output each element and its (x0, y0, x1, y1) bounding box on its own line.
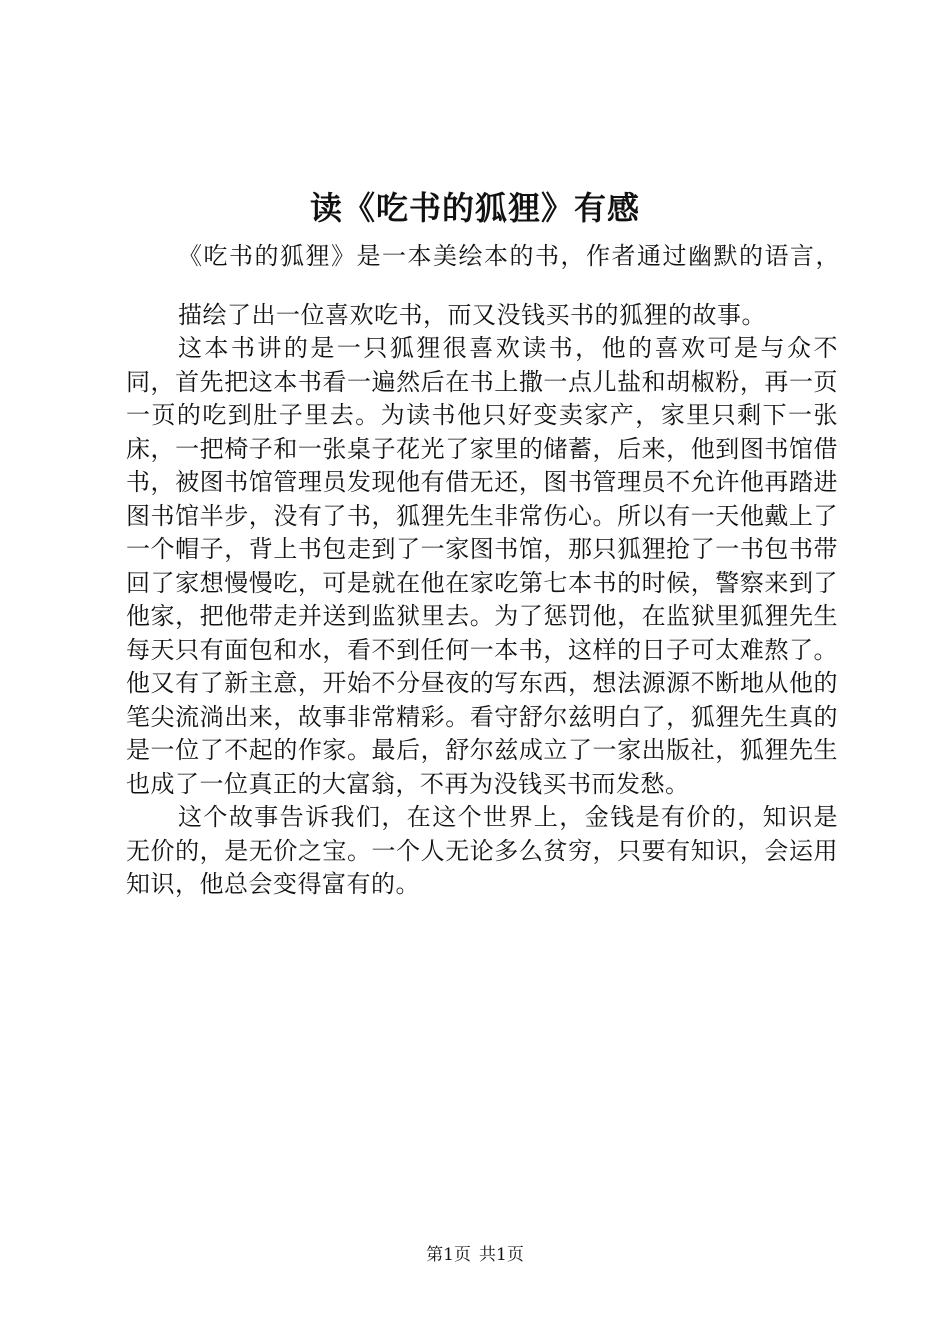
paragraph-summary: 描绘了出一位喜欢吃书，而又没钱买书的狐狸的故事。 (178, 300, 766, 329)
paragraph-story: 这本书讲的是一只狐狸很喜欢读书，他的喜欢可是与众不同，首先把这本书看一遍然后在书上撒一点儿盐和胡椒粉，再一页一页的吃到肚子里去。为读书他只好变卖家产，家里只剩下一张床，一把椅子和一张桌子花光了家里的储蓄，后来，他到图书馆借书，被图书馆管理员发现他有借无还，图书管理员不允许他再踏进图书馆半步，没有了书，狐狸先生非常伤心。所以有一天他戴上了一个帽子，背上书包走到了一家图书馆，那只狐狸抢了一书包书带回了家想慢慢吃，可是就在他在家吃第七本书的时候，警察来到了他家，把他带走并送到监狱里去。为了惩罚他，在监狱里狐狸先生每天只有面包和水，看不到任何一本书，这样的日子可太难熬了。他又有了新主意，开始不分昼夜的写东西，想法源源不断地从他的笔尖流淌出来，故事非常精彩。看守舒尔兹明白了，狐狸先生真的是一位了不起的作家。最后，舒尔兹成立了一家出版社，狐狸先生也成了一位真正的大富翁，不再为没钱买书而发愁。 (126, 334, 838, 798)
document-title: 读《吃书的狐狸》有感 (309, 189, 640, 227)
paragraph-conclusion: 这个故事告诉我们，在这个世界上，金钱是有价的，知识是无价的，是无价之宝。一个人无论多么贫穷，只要有知识，会运用知识，他总会变得富有的。 (126, 803, 838, 898)
page-footer (0, 1243, 950, 1267)
document-body (126, 240, 841, 902)
total-pages: 共1页 (479, 1245, 524, 1265)
paragraph-intro: 《吃书的狐狸》是一本美绘本的书，作者通过幽默的语言， (178, 242, 841, 270)
page-number: 第1页 (426, 1245, 471, 1265)
